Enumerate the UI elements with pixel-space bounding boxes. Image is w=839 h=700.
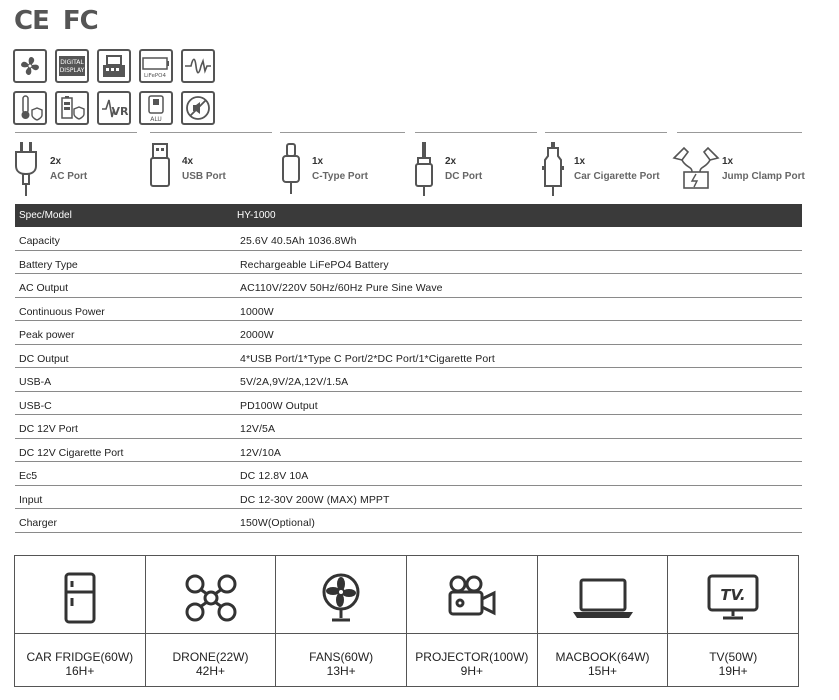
appliance-card [668,556,798,686]
alu-label: ALU [150,116,162,123]
appliance-name: DRONE(22W) [172,650,249,664]
appliance-runtime-grid [14,555,799,687]
port-usb [148,142,268,198]
spec-key: DC 12V Port [19,423,78,435]
spec-row [15,368,802,392]
port-jump-clamp [672,142,832,198]
card-divider [276,633,406,634]
spec-key: Battery Type [19,258,78,271]
appliance-runtime: 13H+ [326,664,356,678]
dc-plug-icon [413,142,445,198]
spec-table [15,204,802,533]
spec-value: 12V/5A [240,423,276,435]
port-dc [413,142,538,198]
spec-value: DC 12-30V 200W (MAX) MPPT [240,493,390,506]
lifepo4-label: LiFePO4 [144,73,166,79]
laptop-icon [571,572,635,624]
spec-value: DC 12.8V 10A [240,470,309,482]
appliance-name: MACBOOK(64W) [555,650,650,664]
port-divider [677,132,802,133]
spec-key: USB-C [19,399,52,412]
spec-key: Peak power [19,329,75,341]
drone-icon [183,572,239,624]
spec-value: 5V/2A,9V/2A,12V/1.5A [240,376,349,388]
port-label: DC Port [445,171,483,182]
temperature-protection-icon [13,91,47,125]
spec-row [15,321,802,345]
card-divider [538,633,668,634]
appliance-card [538,556,669,686]
port-divider [280,132,405,133]
digital-display-icon [55,49,89,83]
port-label: USB Port [182,171,226,182]
port-divider [15,132,137,133]
spec-value: 150W(Optional) [240,517,315,529]
spec-row [15,227,802,251]
spec-value: AC110V/220V 50Hz/60Hz Pure Sine Wave [240,282,443,294]
port-count: 1x [722,156,734,167]
port-type-c [280,142,405,198]
spec-header-key: Spec/Model [19,210,72,221]
port-label: Car Cigarette Port [574,171,660,182]
port-divider [415,132,537,133]
appliance-name: TV(50W) [709,650,758,664]
port-divider [545,132,667,133]
port-count: 4x [182,156,194,167]
card-divider [407,633,537,634]
port-label: Jump Clamp Port [722,171,805,182]
certification-marks [14,4,98,38]
aluminum-case-icon [139,91,173,125]
port-car-cigarette [542,142,672,198]
voltage-regulation-icon [97,91,131,125]
card-divider [15,633,145,634]
spec-row [15,298,802,322]
tv-icon-label: TV. [720,586,746,604]
appliance-card [15,556,146,686]
appliance-runtime: 19H+ [718,664,748,678]
spec-rows [15,227,802,533]
row-rule [15,532,227,533]
spec-key: DC 12V Cigarette Port [19,446,124,459]
power-station-icon [97,49,131,83]
port-list [0,128,839,198]
spec-row [15,274,802,298]
tv-icon [705,572,761,624]
port-label: C-Type Port [312,171,368,182]
cooling-fan-icon [13,49,47,83]
spec-key: Capacity [19,235,60,247]
port-count: 1x [574,156,586,167]
appliance-name: CAR FRIDGE(60W) [26,650,134,664]
battery-protection-icon [55,91,89,125]
spec-row [15,439,802,463]
appliance-name: PROJECTOR(100W) [415,650,529,664]
appliance-card [407,556,538,686]
projector-icon [444,572,500,624]
sine-wave-icon [181,49,215,83]
port-label: AC Port [50,171,88,182]
ce-mark: CE [14,6,49,36]
type-c-plug-icon [280,142,312,198]
usb-plug-icon [148,142,180,198]
appliance-runtime: 15H+ [588,664,618,678]
spec-row [15,462,802,486]
spec-key: AC Output [19,282,69,294]
appliance-runtime: 9H+ [460,664,484,678]
spec-key: Continuous Power [19,305,105,318]
spec-key: DC Output [19,352,69,365]
appliance-name: FANS(60W) [309,650,374,664]
port-divider [150,132,272,133]
spec-value: 12V/10A [240,446,281,459]
spec-key: Input [19,493,43,506]
appliance-runtime: 16H+ [65,664,95,678]
display-label: DISPLAY [59,67,85,74]
spec-value: 4*USB Port/1*Type C Port/2*DC Port/1*Cigarette Port [240,352,495,365]
car-cigarette-plug-icon [542,142,574,198]
appliance-card [146,556,277,686]
spec-table-header [15,204,802,227]
vr-label: VR [111,105,129,118]
spec-row [15,486,802,510]
spec-row [15,392,802,416]
ac-plug-icon [14,142,46,198]
spec-key: USB-A [19,376,52,388]
card-divider [146,633,276,634]
fcc-mark: FC [62,6,98,36]
card-divider [668,633,798,634]
spec-row [15,415,802,439]
spec-value: PD100W Output [240,399,318,412]
spec-row [15,345,802,369]
fan-icon [318,572,364,624]
port-count: 2x [445,156,457,167]
spec-header-value: HY-1000 [237,210,276,221]
port-count: 1x [312,156,324,167]
lifepo4-battery-icon [139,49,173,83]
port-count: 2x [50,156,62,167]
appliance-runtime: 42H+ [195,664,226,678]
appliance-card [276,556,407,686]
spec-row [15,251,802,275]
spec-value: Rechargeable LiFePO4 Battery [240,258,389,271]
spec-value: 25.6V 40.5Ah 1036.8Wh [240,235,357,247]
spec-row [15,509,802,533]
no-noise-icon [181,91,215,125]
spec-value: 2000W [240,329,274,341]
spec-key: Ec5 [19,470,38,482]
spec-key: Charger [19,517,57,529]
fridge-icon [60,572,100,624]
spec-value: 1000W [240,305,274,318]
jump-clamp-icon [672,142,720,198]
row-rule [227,532,802,533]
digital-label: DIGITAL [60,59,84,66]
port-ac [14,142,134,198]
